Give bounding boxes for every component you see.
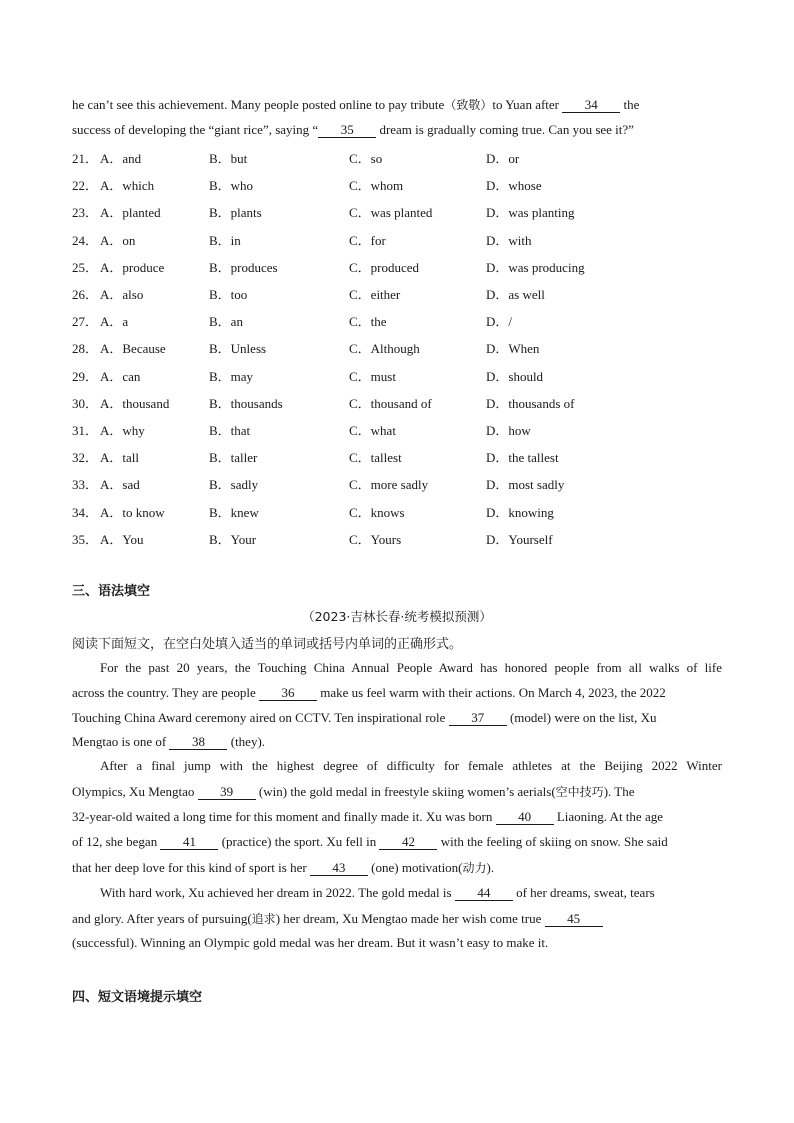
option-b[interactable]: B．too — [209, 287, 248, 302]
option-a[interactable]: A．You — [100, 531, 144, 547]
intro-cjk-gloss: （致敬） — [444, 98, 493, 112]
para-text: Olympics, Xu Mengtao — [72, 784, 195, 799]
option-a[interactable]: A．a — [100, 314, 129, 330]
blank-45[interactable]: 45 — [545, 912, 603, 927]
question-row — [72, 366, 732, 384]
para-text: Liaoning. At the age — [556, 809, 663, 824]
para-text: and glory. After years of pursuing( — [72, 911, 252, 926]
para1-line3 — [72, 710, 722, 726]
para2-line1: After a final jump with the highest degree of difficulty for female athletes at the Beijing 2022 Winter — [100, 758, 722, 773]
option-c[interactable]: C．more sadly — [349, 477, 429, 493]
option-c[interactable]: C．Yours — [349, 531, 402, 547]
cjk-gloss: 追求 — [251, 912, 276, 926]
option-b[interactable]: B．produces — [209, 259, 278, 275]
para-text: across the country. They are people — [72, 685, 256, 700]
blank-37[interactable]: 37 — [449, 711, 507, 726]
option-a[interactable]: A．produce — [100, 259, 165, 275]
intro-text: dream is gradually coming true. Can you see it?” — [379, 122, 634, 137]
option-a[interactable]: A．can — [100, 368, 141, 384]
para-text: (they). — [230, 734, 266, 749]
option-b[interactable]: B．thousands — [209, 395, 283, 411]
para-text: that her deep love for this kind of sport is her — [72, 860, 307, 875]
para-text: With hard work, Xu achieved her dream in 2022. The gold medal is — [100, 885, 452, 900]
option-d[interactable]: D．most sadly — [486, 477, 565, 493]
option-d[interactable]: D．with — [486, 232, 532, 248]
option-d[interactable]: D．knowing — [486, 504, 554, 520]
intro-text: the — [623, 97, 640, 112]
option-c[interactable]: C．for — [349, 232, 386, 248]
question-row — [72, 230, 732, 248]
para3-line1 — [100, 885, 722, 901]
question-row — [72, 447, 732, 465]
para-text: Touching China Award ceremony aired on CCTV. Ten inspirational role — [72, 710, 446, 725]
question-number: 22． — [72, 178, 99, 194]
question-number: 28． — [72, 341, 99, 357]
para2-line4 — [72, 834, 722, 850]
para-text: ). — [486, 860, 495, 875]
source-note: （2023·吉林长春·统考模拟预测） — [302, 609, 492, 624]
question-number: 26． — [72, 287, 99, 302]
question-row — [72, 338, 732, 356]
option-b[interactable]: B．Your — [209, 531, 257, 547]
option-b[interactable]: B．plants — [209, 205, 262, 221]
option-c[interactable]: C．the — [349, 314, 387, 330]
question-number: 30． — [72, 395, 99, 411]
blank-43[interactable]: 43 — [310, 861, 368, 876]
option-c[interactable]: C．Although — [349, 341, 420, 357]
blank-36[interactable]: 36 — [259, 686, 317, 701]
intro-line-2 — [72, 122, 722, 138]
option-a[interactable]: A．and — [100, 151, 142, 166]
option-a[interactable]: A．on — [100, 232, 136, 248]
option-a[interactable]: A．to know — [100, 504, 165, 520]
para-text: Mengtao is one of — [72, 734, 167, 749]
question-row — [72, 311, 732, 329]
option-c[interactable]: C．what — [349, 423, 396, 438]
blank-41[interactable]: 41 — [160, 835, 218, 850]
para-text: (win) the gold medal in freestyle skiing women’s aerials( — [258, 784, 556, 799]
intro-text: he can’t see this achievement. Many people posted online to pay tribute — [72, 97, 445, 112]
para-text: of 12, she began — [72, 834, 158, 849]
option-a[interactable]: A．which — [100, 178, 155, 194]
para2-line5 — [72, 859, 722, 876]
cjk-gloss: 动力 — [462, 861, 487, 875]
option-d[interactable]: D．thousands of — [486, 395, 575, 411]
option-d[interactable]: D．/ — [486, 314, 513, 330]
question-number: 21． — [72, 151, 99, 166]
question-row — [72, 529, 732, 547]
cjk-gloss: 空中技巧 — [555, 785, 604, 799]
option-b[interactable]: B．sadly — [209, 477, 259, 493]
para3-line3: (successful). Winning an Olympic gold medal was her dream. But it wasn’t easy to make it. — [72, 935, 549, 950]
option-a[interactable]: A．tall — [100, 450, 139, 466]
option-b[interactable]: B．knew — [209, 504, 259, 520]
para-text: of her dreams, sweat, tears — [516, 885, 655, 900]
option-a[interactable]: A．thousand — [100, 395, 170, 411]
intro-line-1 — [72, 96, 722, 113]
para-text: 32-year-old waited a long time for this moment and finally made it. Xu was born — [72, 809, 493, 824]
question-row — [72, 474, 732, 492]
option-b[interactable]: B．who — [209, 178, 254, 194]
para2-line2 — [72, 783, 722, 800]
question-row — [72, 257, 732, 275]
option-d[interactable]: D．whose — [486, 178, 542, 194]
blank-40[interactable]: 40 — [496, 810, 554, 825]
para2-line3 — [72, 809, 722, 825]
option-d[interactable]: D．as well — [486, 287, 545, 302]
option-c[interactable]: C．thousand of — [349, 395, 432, 411]
blank-39[interactable]: 39 — [198, 785, 256, 800]
para-text: (model) were on the list, Xu — [509, 710, 657, 725]
option-a[interactable]: A．Because — [100, 341, 166, 357]
blank-42[interactable]: 42 — [379, 835, 437, 850]
question-number: 33． — [72, 477, 99, 493]
option-d[interactable]: D．When — [486, 341, 540, 357]
blank-44[interactable]: 44 — [455, 886, 513, 901]
option-d[interactable]: D．should — [486, 368, 544, 384]
option-b[interactable]: B．that — [209, 423, 251, 438]
question-number: 31． — [72, 423, 99, 438]
option-c[interactable]: C．produced — [349, 259, 420, 275]
question-row — [72, 284, 732, 302]
blank-38[interactable]: 38 — [169, 735, 227, 750]
option-d[interactable]: D．was planting — [486, 205, 575, 221]
option-d[interactable]: D．Yourself — [486, 531, 553, 547]
section-4-heading: 四、短文语境提示填空 — [72, 990, 203, 1005]
para-text: ) her dream, Xu Mengtao made her wish come true — [275, 911, 542, 926]
question-row — [72, 175, 732, 193]
option-a[interactable]: A．why — [100, 423, 145, 438]
option-c[interactable]: C．so — [349, 151, 383, 166]
para-text: ). The — [603, 784, 635, 799]
question-row — [72, 420, 732, 438]
option-b[interactable]: B．Unless — [209, 341, 267, 357]
option-b[interactable]: B．an — [209, 314, 243, 330]
option-a[interactable]: A．also — [100, 287, 144, 302]
option-d[interactable]: D．how — [486, 423, 531, 438]
option-a[interactable]: A．planted — [100, 205, 161, 221]
option-c[interactable]: C．was planted — [349, 205, 433, 221]
question-number: 35． — [72, 531, 99, 547]
question-row — [72, 148, 732, 166]
option-b[interactable]: B．taller — [209, 450, 258, 466]
intro-text: success of developing the “giant rice”, saying “ — [72, 122, 319, 137]
option-c[interactable]: C．tallest — [349, 450, 402, 466]
para1-line1: For the past 20 years, the Touching China Annual People Award has honored people from all walks of life — [100, 660, 722, 675]
instruction: 阅读下面短文，在空白处填入适当的单词或括号内单词的正确形式。 — [72, 637, 463, 652]
option-d[interactable]: D．or — [486, 151, 520, 166]
question-number: 25． — [72, 259, 99, 275]
question-number: 27． — [72, 314, 99, 330]
option-c[interactable]: C．must — [349, 368, 396, 384]
option-a[interactable]: A．sad — [100, 477, 140, 493]
para-text: with the feeling of skiing on snow. She said — [440, 834, 668, 849]
option-d[interactable]: D．was producing — [486, 259, 585, 275]
blank-35[interactable]: 35 — [318, 123, 376, 138]
para-text: make us feel warm with their actions. On March 4, 2023, the 2022 — [320, 685, 666, 700]
question-number: 29． — [72, 368, 99, 384]
option-c[interactable]: C．whom — [349, 178, 404, 194]
option-b[interactable]: B．in — [209, 232, 241, 248]
option-c[interactable]: C．either — [349, 287, 401, 302]
para1-line4 — [72, 734, 722, 750]
option-d[interactable]: D．the tallest — [486, 450, 559, 466]
question-number: 32． — [72, 450, 99, 466]
option-b[interactable]: B．may — [209, 368, 254, 384]
para-text: (practice) the sport. Xu fell in — [221, 834, 377, 849]
para3-line2 — [72, 910, 722, 927]
question-number: 23． — [72, 205, 99, 221]
intro-text: to Yuan after — [492, 97, 560, 112]
question-row — [72, 393, 732, 411]
question-number: 24． — [72, 232, 99, 248]
para1-line2 — [72, 685, 722, 701]
section-3-heading: 三、语法填空 — [72, 584, 151, 599]
blank-34[interactable]: 34 — [562, 98, 620, 113]
question-row — [72, 502, 732, 520]
option-b[interactable]: B．but — [209, 151, 248, 166]
option-c[interactable]: C．knows — [349, 504, 405, 520]
para-text: (one) motivation( — [371, 860, 463, 875]
question-number: 34． — [72, 504, 99, 520]
question-row — [72, 202, 732, 220]
